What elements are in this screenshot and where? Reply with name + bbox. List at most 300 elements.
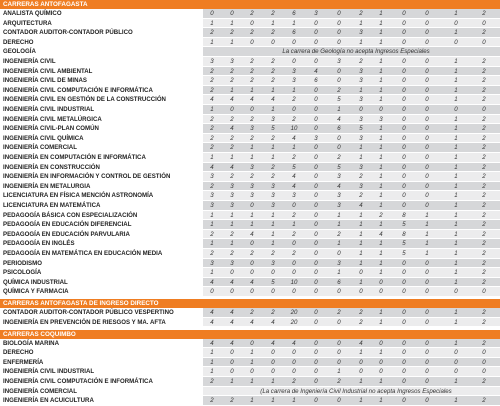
quota-cell: 0	[402, 202, 406, 209]
quota-cell: 1	[210, 358, 214, 366]
quota-cell: 4	[292, 182, 296, 190]
quota-cell: 1	[359, 144, 363, 152]
quota-cell: 1	[454, 58, 458, 65]
quota-cell: 2	[482, 86, 486, 94]
quota-cell: 4	[359, 339, 363, 347]
quota-cell: 0	[425, 259, 429, 267]
quota-cell: 1	[379, 163, 383, 171]
quota-cell: 2	[379, 211, 383, 219]
quota-cell: 5	[337, 163, 341, 171]
table-row	[0, 134, 500, 144]
quota-cell: 2	[482, 221, 486, 229]
career-name: CONTADOR AUDITOR-CONTADOR PÚBLICO	[0, 28, 203, 37]
quota-cell: 0	[250, 38, 254, 46]
quota-cell: 0	[425, 10, 429, 17]
quota-cell: 2	[271, 29, 275, 37]
career-name: ENFERMERÍA	[0, 358, 203, 367]
quota-cell: 0	[402, 106, 406, 113]
table-row	[0, 57, 500, 67]
section-title: CARRERAS ANTOFAGASTA	[3, 1, 88, 8]
quota-cell: 4	[271, 339, 275, 347]
quota-cell: 0	[314, 144, 318, 152]
quota-cell: 0	[314, 125, 318, 133]
quota-cell: 4	[230, 318, 234, 326]
quota-cell: 0	[402, 173, 406, 181]
quota-cell: 5	[359, 125, 363, 133]
quota-cell: 0	[314, 288, 318, 296]
quota-cell: 0	[425, 397, 429, 405]
quota-cell: 1	[210, 106, 214, 113]
quota-cell: 4	[210, 318, 214, 326]
quota-cell: 0	[379, 288, 383, 296]
quota-cell: 1	[454, 173, 458, 181]
quota-cell: 4	[230, 96, 234, 104]
quota-cell: 0	[292, 38, 296, 46]
quota-cell: 0	[337, 77, 341, 85]
quota-cell: 1	[379, 29, 383, 37]
quota-cell: 0	[425, 368, 429, 376]
quota-cell: 2	[271, 67, 275, 75]
quota-cell: 0	[292, 358, 296, 366]
quota-cell: 0	[454, 38, 458, 46]
quota-cell: 1	[425, 230, 429, 238]
quota-cell: 0	[314, 358, 318, 366]
quota-cell: 2	[359, 10, 363, 17]
quota-cell: 3	[359, 182, 363, 190]
quota-cell: 0	[402, 288, 406, 296]
quota-cell: 3	[359, 96, 363, 104]
quota-cell: 1	[454, 96, 458, 104]
quota-cell: 2	[482, 240, 486, 248]
quota-cell: 3	[250, 125, 254, 133]
quota-cell: 1	[271, 221, 275, 229]
quota-cell: 2	[482, 163, 486, 171]
quota-cell: 0	[402, 38, 406, 46]
career-name: INGENIERÍA COMERCIAL	[0, 143, 203, 152]
quota-cell: 1	[379, 221, 383, 229]
quota-cell: 8	[402, 230, 406, 238]
quota-cell: 5	[292, 163, 296, 171]
quota-cell: 4	[379, 230, 383, 238]
quota-cell: 0	[454, 358, 458, 366]
career-name: INGENIERÍA CIVIL INDUSTRIAL	[0, 105, 203, 114]
quota-cell: 2	[250, 58, 254, 65]
quota-cell: 2	[210, 134, 214, 142]
quota-cell: 2	[210, 67, 214, 75]
career-name: INGENIERÍA EN INFORMACIÓN Y CONTROL DE GESTIÓN	[0, 172, 203, 181]
quota-cell: 1	[292, 86, 296, 94]
career-name: LICENCIATURA EN FÍSICA MENCIÓN ASTRONOMÍA	[0, 191, 203, 200]
quota-cell: 1	[379, 259, 383, 267]
quota-cell: 3	[379, 115, 383, 123]
quota-cell: 1	[454, 77, 458, 85]
quota-cell: 2	[359, 173, 363, 181]
quota-cell: 0	[271, 368, 275, 376]
table-row	[0, 153, 500, 163]
quota-cell: 2	[210, 115, 214, 123]
quota-cell: 2	[210, 182, 214, 190]
quota-cell: 6	[337, 125, 341, 133]
quota-cell: 1	[210, 368, 214, 376]
quota-cell: 2	[482, 154, 486, 161]
quota-cell: 0	[425, 378, 429, 385]
table-row	[0, 377, 500, 387]
quota-cell: 1	[250, 397, 254, 405]
table-row	[0, 318, 500, 328]
quota-cell: 1	[379, 173, 383, 181]
career-name: GEOLOGÍA	[0, 47, 203, 56]
quota-cell: 0	[402, 358, 406, 366]
quota-cell: 0	[314, 250, 318, 257]
quota-cell: 0	[425, 134, 429, 142]
table-row	[0, 396, 500, 406]
career-name: BIOLOGÍA MARINA	[0, 339, 203, 348]
quota-cell: 0	[314, 182, 318, 190]
quota-cell: 3	[359, 163, 363, 171]
quota-cell: 1	[379, 349, 383, 357]
quota-cell: 2	[482, 269, 486, 277]
table-row	[0, 9, 500, 19]
career-name: ANALISTA QUÍMICO	[0, 9, 203, 18]
table-row	[0, 367, 500, 377]
career-name: PEDAGOGÍA EN INGLÉS	[0, 239, 203, 248]
quota-cell: 1	[359, 38, 363, 46]
quota-cell: 2	[337, 378, 341, 385]
quota-cell: 3	[210, 173, 214, 181]
table-row	[0, 348, 500, 358]
quota-cell: 2	[210, 77, 214, 85]
quota-cell: 2	[359, 309, 363, 317]
quota-cell: 2	[337, 154, 341, 161]
table-row	[0, 220, 500, 230]
quota-cell: 1	[292, 221, 296, 229]
quota-cell: 0	[337, 339, 341, 347]
quota-cell: 0	[425, 163, 429, 171]
quota-cell: 2	[250, 29, 254, 37]
quota-cell: 1	[379, 125, 383, 133]
quota-cell: 0	[379, 368, 383, 376]
quota-cell: 1	[210, 349, 214, 357]
quota-cell: 0	[337, 134, 341, 142]
quota-cell: 0	[482, 106, 486, 113]
quota-cell: 0	[292, 259, 296, 267]
quota-cell: 1	[359, 259, 363, 267]
quota-cell: 0	[402, 10, 406, 17]
quota-cell: 1	[250, 349, 254, 357]
career-name: INGENIERÍA CIVIL DE MINAS	[0, 76, 203, 85]
quota-cell: 2	[482, 250, 486, 257]
quota-cell: 1	[230, 38, 234, 46]
quota-cell: 3	[210, 202, 214, 209]
quota-cell: 0	[454, 288, 458, 296]
quota-cell: 2	[250, 309, 254, 317]
quota-cell: 0	[314, 349, 318, 357]
quota-cell: 0	[314, 368, 318, 376]
quota-cell: 2	[482, 77, 486, 85]
quota-cell: 1	[359, 221, 363, 229]
quota-cell: 0	[425, 358, 429, 366]
quota-cell: 0	[337, 38, 341, 46]
quota-cell: 1	[230, 221, 234, 229]
quota-cell: 2	[230, 77, 234, 85]
quota-cell: 0	[359, 358, 363, 366]
quota-cell: 3	[271, 192, 275, 200]
quota-cell: 2	[359, 318, 363, 326]
quota-cell: 3	[230, 58, 234, 65]
quota-cell: 1	[379, 144, 383, 152]
quota-cell: 6	[337, 278, 341, 286]
career-name: PEDAGOGÍA BÁSICA CON ESPECIALIZACIÓN	[0, 211, 203, 220]
table-row	[0, 67, 500, 77]
table-row	[0, 308, 500, 318]
quota-cell: 2	[482, 115, 486, 123]
quota-cell: 2	[292, 211, 296, 219]
quota-cell: 1	[210, 38, 214, 46]
quota-cell: 0	[314, 269, 318, 277]
table-row	[0, 211, 500, 221]
quota-cell: 3	[359, 115, 363, 123]
section-header	[0, 299, 500, 308]
quota-cell: 4	[230, 339, 234, 347]
quota-cell: 2	[482, 67, 486, 75]
quota-cell: 1	[230, 211, 234, 219]
career-name: INGENIERÍA CIVIL	[0, 57, 203, 66]
quota-cell: 2	[230, 134, 234, 142]
quota-cell: 1	[454, 230, 458, 238]
table-row	[0, 387, 500, 397]
quota-cell: 1	[379, 38, 383, 46]
quota-cell: 1	[271, 86, 275, 94]
table-row	[0, 230, 500, 240]
quota-cell: 1	[359, 154, 363, 161]
quota-cell: 4	[210, 278, 214, 286]
quota-cell: 0	[425, 318, 429, 326]
quota-cell: 2	[210, 230, 214, 238]
quota-cell: 0	[425, 19, 429, 27]
quota-cell: 4	[230, 163, 234, 171]
quota-cell: 0	[314, 211, 318, 219]
quota-cell: 1	[454, 202, 458, 209]
quota-cell: 0	[314, 86, 318, 94]
quota-cell: 0	[271, 38, 275, 46]
quota-cell: 3	[250, 182, 254, 190]
quota-cell: 3	[230, 182, 234, 190]
quota-cell: 4	[230, 125, 234, 133]
quota-cell: 20	[290, 309, 298, 317]
quota-cell: 2	[482, 378, 486, 385]
quota-cell: 0	[402, 125, 406, 133]
quota-cell: 0	[250, 368, 254, 376]
career-name: DERECHO	[0, 348, 203, 357]
quota-cell: 2	[292, 378, 296, 385]
career-name: INGENIERÍA CIVIL INDUSTRIAL	[0, 367, 203, 376]
quota-cell: 0	[425, 144, 429, 152]
quota-cell: 0	[402, 77, 406, 85]
quota-cell: 0	[425, 125, 429, 133]
quota-cell: 1	[454, 309, 458, 317]
quota-cell: 3	[359, 134, 363, 142]
quota-cell: 0	[337, 250, 341, 257]
quota-cell: 0	[292, 368, 296, 376]
quota-cell: 0	[210, 288, 214, 296]
career-name: INGENIERÍA CIVIL COMPUTACIÓN E INFORMÁTICA	[0, 377, 203, 386]
quota-cell: 0	[425, 173, 429, 181]
quota-cell: 3	[337, 192, 341, 200]
quota-cell: 0	[314, 38, 318, 46]
quota-cell: 0	[250, 202, 254, 209]
career-name: ARQUITECTURA	[0, 19, 203, 28]
quota-cell: 2	[271, 163, 275, 171]
quota-cell: 0	[314, 19, 318, 27]
quota-cell: 1	[271, 154, 275, 161]
career-name: CONTADOR AUDITOR-CONTADOR PÚBLICO VESPERTINO	[0, 308, 203, 317]
table-row	[0, 115, 500, 125]
career-name: INGENIERÍA EN METALURGIA	[0, 182, 203, 191]
quota-cell: 0	[425, 202, 429, 209]
quota-cell: 2	[230, 230, 234, 238]
quota-cell: 1	[379, 240, 383, 248]
career-name: INGENIERÍA EN COMPUTACIÓN E INFORMÁTICA	[0, 153, 203, 162]
quota-cell: 5	[337, 96, 341, 104]
quota-cell: 1	[359, 19, 363, 27]
quota-cell: 0	[314, 154, 318, 161]
quota-cell: 0	[402, 349, 406, 357]
quota-cell: 0	[314, 230, 318, 238]
quota-cell: 0	[314, 378, 318, 385]
quota-cell: 2	[210, 29, 214, 37]
quota-cell: 0	[425, 154, 429, 161]
quota-cell: 2	[271, 250, 275, 257]
quota-cell: 0	[425, 38, 429, 46]
quota-cell: 1	[379, 154, 383, 161]
quota-cell: 0	[337, 67, 341, 75]
quota-cell: 2	[482, 309, 486, 317]
quota-cell: 4	[230, 278, 234, 286]
quota-cell: 0	[402, 29, 406, 37]
quota-cell: 2	[292, 250, 296, 257]
quota-cell: 0	[337, 29, 341, 37]
quota-cell: 0	[210, 10, 214, 17]
quota-cell: 4	[210, 96, 214, 104]
quota-cell: 3	[337, 202, 341, 209]
quota-cell: 2	[210, 378, 214, 385]
quota-cell: 0	[425, 349, 429, 357]
quota-cell: 0	[425, 29, 429, 37]
quota-cell: 2	[271, 309, 275, 317]
quota-cell: 0	[402, 378, 406, 385]
quota-cell: 3	[271, 182, 275, 190]
quota-cell: 1	[379, 202, 383, 209]
quota-cell: 2	[250, 173, 254, 181]
quota-cell: 0	[482, 38, 486, 46]
career-name: DERECHO	[0, 38, 203, 47]
quota-cell: 0	[337, 358, 341, 366]
quota-cell: 0	[425, 96, 429, 104]
quota-cell: 1	[337, 221, 341, 229]
quota-cell: 1	[454, 339, 458, 347]
quota-cell: 2	[482, 318, 486, 326]
quota-cell: 1	[454, 259, 458, 267]
career-name: PEDAGOGÍA EN MATEMÁTICA EN EDUCACIÓN MEDIA	[0, 249, 203, 258]
quota-cell: 1	[379, 269, 383, 277]
quota-cell: 0	[250, 19, 254, 27]
quota-cell: 0	[250, 240, 254, 248]
quota-cell: 1	[425, 250, 429, 257]
table-row	[0, 239, 500, 249]
quota-cell: 2	[210, 144, 214, 152]
quota-cell: 4	[359, 202, 363, 209]
quota-cell: 1	[454, 144, 458, 152]
quota-cell: 1	[454, 318, 458, 326]
table-row	[0, 105, 500, 115]
quota-cell: 6	[292, 10, 296, 17]
career-name: INGENIERÍA EN PREVENCIÓN DE RIESGOS Y MA. AFTA	[0, 318, 203, 327]
quota-cell: 2	[482, 29, 486, 37]
quota-cell: 0	[425, 339, 429, 347]
quota-cell: 2	[337, 309, 341, 317]
quota-cell: 4	[314, 67, 318, 75]
quota-cell: 1	[379, 77, 383, 85]
table-row	[0, 268, 500, 278]
table-row	[0, 339, 500, 349]
quota-cell: 1	[454, 182, 458, 190]
quota-cell: 3	[359, 67, 363, 75]
table-row	[0, 95, 500, 105]
quota-cell: 1	[379, 86, 383, 94]
quota-cell: 1	[359, 240, 363, 248]
quota-cell: 0	[337, 10, 341, 17]
quota-cell: 5	[271, 125, 275, 133]
quota-cell: 2	[482, 144, 486, 152]
quota-cell: 1	[379, 318, 383, 326]
quota-cell: 1	[379, 182, 383, 190]
quota-cell: 2	[250, 10, 254, 17]
quota-cell: 1	[359, 349, 363, 357]
quota-cell: 2	[230, 67, 234, 75]
quota-cell: 2	[337, 86, 341, 94]
quota-cell: 1	[210, 19, 214, 27]
quota-cell: 1	[250, 86, 254, 94]
quota-cell: 5	[402, 250, 406, 257]
quota-cell: 0	[379, 106, 383, 113]
quota-cell: 2	[359, 192, 363, 200]
quota-cell: 0	[250, 106, 254, 113]
quota-cell: 1	[454, 278, 458, 286]
table-row	[0, 358, 500, 368]
quota-cell: 1	[292, 397, 296, 405]
quota-cell: 0	[314, 106, 318, 113]
quota-cell: 4	[250, 278, 254, 286]
quota-cell: 3	[337, 58, 341, 65]
quota-cell: 6	[292, 29, 296, 37]
quota-cell: 1	[292, 19, 296, 27]
quota-cell: 0	[250, 259, 254, 267]
quota-cell: 1	[250, 154, 254, 161]
quota-cell: 1	[454, 115, 458, 123]
quota-cell: 2	[271, 58, 275, 65]
quota-cell: 0	[359, 288, 363, 296]
quota-cell: 1	[250, 221, 254, 229]
quota-cell: 0	[314, 397, 318, 405]
quota-cell: 4	[271, 96, 275, 104]
quota-cell: 0	[314, 173, 318, 181]
career-name: QUÍMICA INDUSTRIAL	[0, 278, 203, 287]
quota-cell: 2	[292, 230, 296, 238]
quota-cell: 2	[230, 173, 234, 181]
quota-cell: 2	[210, 250, 214, 257]
quota-cell: 1	[454, 10, 458, 17]
quota-cell: 2	[250, 250, 254, 257]
